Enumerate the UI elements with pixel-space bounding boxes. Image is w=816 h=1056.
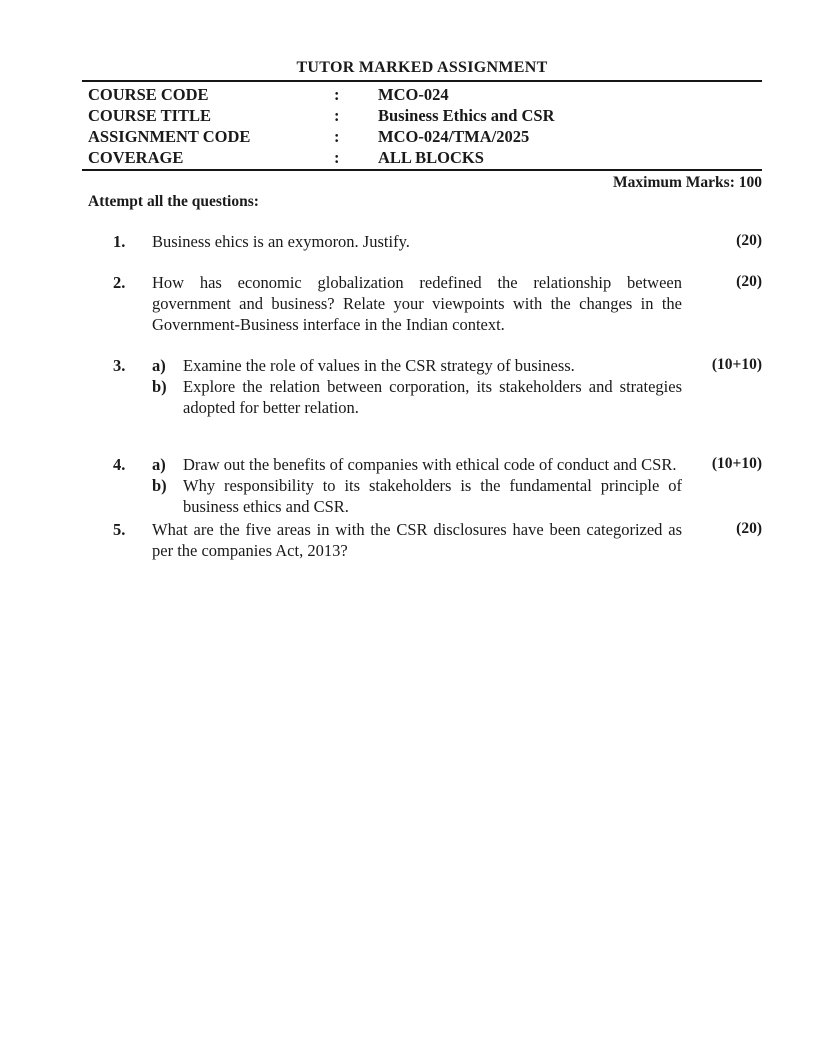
question-part-b xyxy=(152,376,682,418)
question-marks: (10+10) xyxy=(711,455,762,472)
question-marks: (20) xyxy=(736,232,762,249)
question-part-b xyxy=(152,475,682,517)
question-parts xyxy=(152,454,682,517)
course-info-row xyxy=(82,126,762,147)
question-item-2 xyxy=(82,272,762,335)
doc-title: TUTOR MARKED ASSIGNMENT xyxy=(296,59,548,76)
question-number: 2. xyxy=(113,273,126,292)
question-text: What are the five areas in with the CSR disclosures have been categorized as per the companies Act, 2013? xyxy=(152,520,682,560)
question-parts xyxy=(152,355,682,418)
coverage-label: COVERAGE xyxy=(88,148,184,167)
course-code-value: MCO-024 xyxy=(378,85,449,104)
question-number: 4. xyxy=(113,455,126,474)
question-item-5 xyxy=(82,519,762,561)
part-text: Explore the relation between corporation, its stakeholders and strategies adopted for better relation. xyxy=(183,377,682,417)
question-marks: (10+10) xyxy=(711,356,762,373)
question-marks: (20) xyxy=(736,273,762,290)
part-letter: a) xyxy=(152,455,166,474)
question-number: 1. xyxy=(113,232,126,251)
assignment-code-value: MCO-024/TMA/2025 xyxy=(378,127,530,146)
course-title-label: COURSE TITLE xyxy=(88,106,212,125)
coverage-value: ALL BLOCKS xyxy=(378,148,484,167)
part-letter: a) xyxy=(152,356,166,375)
max-marks: Maximum Marks: 100 xyxy=(613,174,762,191)
course-info-table xyxy=(82,82,762,169)
course-code-label: COURSE CODE xyxy=(88,85,209,104)
part-letter: b) xyxy=(152,476,167,495)
question-number: 5. xyxy=(113,520,126,539)
question-part-a xyxy=(152,355,682,376)
colon-separator: : xyxy=(334,127,340,146)
part-letter: b) xyxy=(152,377,167,396)
colon-separator: : xyxy=(334,106,340,125)
header-rule-bottom xyxy=(82,169,762,171)
attempt-note: Attempt all the questions: xyxy=(88,193,259,210)
course-info-row xyxy=(82,105,762,126)
course-info-row xyxy=(82,84,762,105)
course-info-row xyxy=(82,147,762,168)
question-text: Business ehics is an exymoron. Justify. xyxy=(152,232,410,251)
assignment-code-label: ASSIGNMENT CODE xyxy=(88,127,251,146)
part-text: Why responsibility to its stakeholders is the fundamental principle of business ethics and CSR. xyxy=(183,476,682,516)
question-part-a xyxy=(152,454,682,475)
colon-separator: : xyxy=(334,85,340,104)
part-text: Draw out the benefits of companies with ethical code of conduct and CSR. xyxy=(183,455,677,474)
question-item-1 xyxy=(82,231,762,252)
page-content xyxy=(82,58,762,581)
question-number: 3. xyxy=(113,356,126,375)
course-title-value: Business Ethics and CSR xyxy=(378,106,555,125)
question-list xyxy=(82,231,762,561)
part-text: Examine the role of values in the CSR strategy of business. xyxy=(183,356,575,375)
question-item-3 xyxy=(82,355,762,418)
colon-separator: : xyxy=(334,148,340,167)
question-text: How has economic globalization redefined the relationship between government and business? Relate your viewpoints with the changes in the Government-Business interface in the Indian context. xyxy=(152,273,682,334)
question-marks: (20) xyxy=(736,520,762,537)
question-item-4 xyxy=(82,454,762,517)
